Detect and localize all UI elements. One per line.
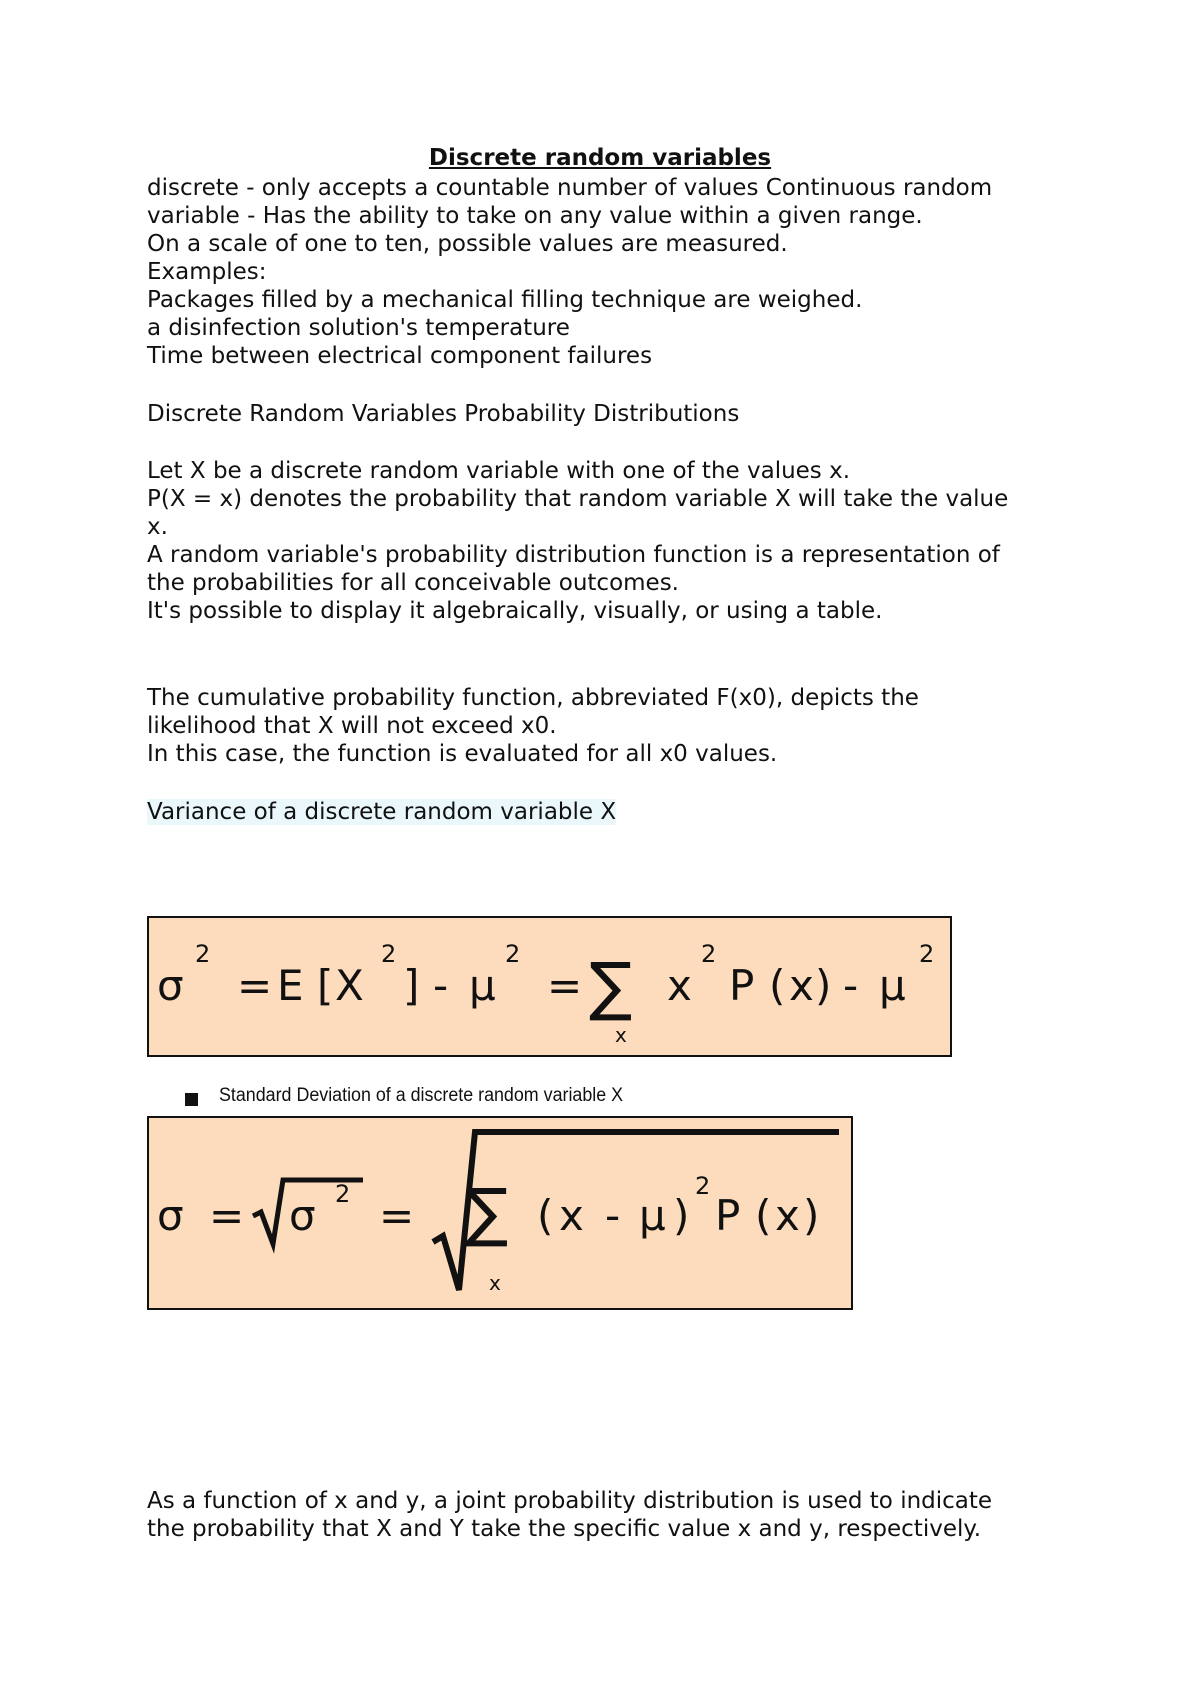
formula-mu: μ xyxy=(879,961,906,1010)
formula-x: x xyxy=(775,1191,800,1240)
formula-mu: μ xyxy=(469,961,496,1010)
variance-formula-box xyxy=(147,916,952,1057)
formula-equals: = xyxy=(209,1191,245,1240)
formula-bracket: [ xyxy=(317,961,334,1010)
document-title: Discrete random variables xyxy=(428,145,772,171)
sd-caption: Standard Deviation of a discrete random variable X xyxy=(219,1085,624,1106)
variance-heading: Variance of a discrete random variable X xyxy=(147,799,617,825)
formula-exponent: 2 xyxy=(919,940,935,968)
formula-paren: ( xyxy=(769,961,786,1010)
sd-formula-box xyxy=(147,1116,853,1310)
distribution-paragraph: Let X be a discrete random variable with one of the values x. P(X = x) denotes the probability that random variable X will take the value x. A random variable's probability distribution function is a representation of the probabilities for all conceivable outcomes. It's possible to display it algebraically, visually, or using a table. xyxy=(147,458,1009,624)
formula-paren: ) xyxy=(803,1191,820,1240)
formula-paren: ) xyxy=(673,1191,690,1240)
formula-sum: ∑ xyxy=(465,1176,509,1250)
formula-sum-index: x xyxy=(615,1023,627,1047)
cumulative-paragraph: The cumulative probability function, abbreviated F(x0), depicts the likelihood that X will not exceed x0. In this case, the function is evaluated for all x0 values. xyxy=(147,685,919,767)
formula-expectation: E xyxy=(277,961,304,1010)
formula-minus: - xyxy=(433,961,449,1010)
formula-paren: ( xyxy=(755,1191,772,1240)
joint-distribution-paragraph: As a function of x and y, a joint probability distribution is used to indicate the probability that X and Y take the specific value x and y, respectively. xyxy=(147,1488,993,1542)
formula-minus: - xyxy=(843,961,859,1010)
formula-paren: ( xyxy=(537,1191,554,1240)
definitions-paragraph: discrete - only accepts a countable number of values Continuous random variable - Has the ability to take on any value within a given range. On a scale of one to ten, possible values are measured. Examples: Packages filled by a mechanical filling technique are weighed. a disinfection solution's temperature Time between electrical component failures xyxy=(147,175,993,369)
section-heading-distributions: Discrete Random Variables Probability Distributions xyxy=(147,401,740,427)
formula-sigma: σ xyxy=(157,1191,184,1240)
formula-x: x xyxy=(559,1191,584,1240)
formula-equals: = xyxy=(547,961,583,1010)
formula-exponent: 2 xyxy=(335,1180,351,1208)
formula-bracket: ] xyxy=(403,961,420,1010)
formula-equals: = xyxy=(237,961,273,1010)
formula-exponent: 2 xyxy=(381,940,397,968)
formula-sigma: σ xyxy=(289,1191,316,1240)
formula-exponent: 2 xyxy=(505,940,521,968)
formula-variable: X xyxy=(335,961,364,1010)
formula-paren: ) xyxy=(815,961,832,1010)
formula-sum: ∑ xyxy=(589,950,633,1024)
formula-probability: P xyxy=(729,961,755,1010)
formula-equals: = xyxy=(379,1191,415,1240)
formula-probability: P xyxy=(715,1191,741,1240)
formula-exponent: 2 xyxy=(701,940,717,968)
bullet-square-icon xyxy=(185,1093,198,1106)
formula-minus: - xyxy=(605,1191,621,1240)
formula-x: x xyxy=(667,961,692,1010)
formula-sum-index: x xyxy=(489,1271,501,1295)
variance-formula xyxy=(149,918,954,1059)
formula-sigma: σ xyxy=(157,961,184,1010)
formula-x: x xyxy=(789,961,814,1010)
formula-mu: μ xyxy=(639,1191,666,1240)
formula-exponent: 2 xyxy=(695,1172,711,1200)
sd-formula xyxy=(149,1118,855,1312)
formula-exponent: 2 xyxy=(195,940,211,968)
